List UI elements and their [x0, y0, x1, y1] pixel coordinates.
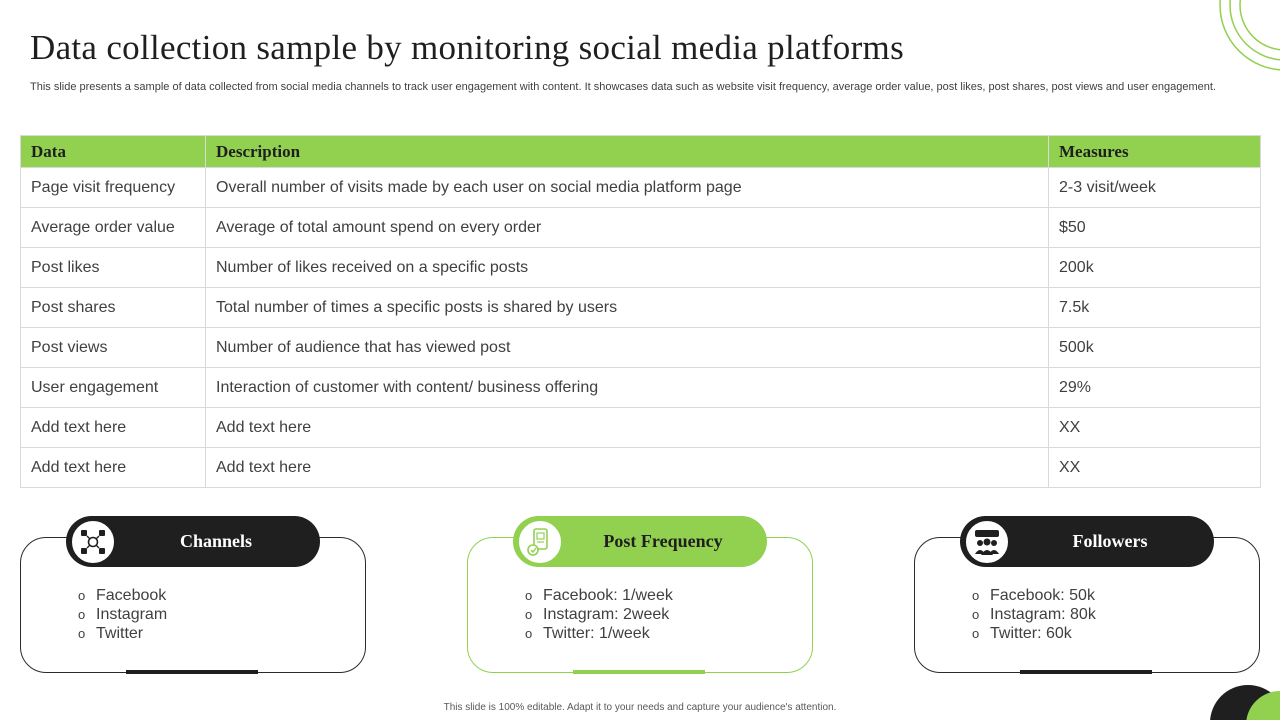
table-row — [21, 248, 1261, 288]
channels-list — [78, 586, 167, 643]
table-cell-data: Page visit frequency — [21, 168, 206, 208]
table-cell-data: Post shares — [21, 288, 206, 328]
list-item — [525, 624, 673, 643]
table-header-row — [21, 136, 1261, 168]
table-cell-measure: XX — [1049, 448, 1261, 488]
table-cell-description: Number of audience that has viewed post — [206, 328, 1049, 368]
channels-card — [20, 516, 368, 676]
table-cell-measure: 2-3 visit/week — [1049, 168, 1261, 208]
list-item — [972, 624, 1096, 643]
table-cell-data: User engagement — [21, 368, 206, 408]
footer-note: This slide is 100% editable. Adapt it to your needs and capture your audience's attention. — [443, 702, 837, 713]
table-row — [21, 208, 1261, 248]
column-header-description: Description — [206, 136, 1049, 168]
bullet-glyph: o — [525, 607, 533, 622]
bullet-glyph: o — [78, 588, 86, 603]
column-header-measures: Measures — [1049, 136, 1261, 168]
list-item — [525, 586, 673, 605]
followers-list — [972, 586, 1096, 643]
page-title: Data collection sample by monitoring social media platforms — [30, 28, 905, 67]
bullet-glyph: o — [78, 607, 86, 622]
list-item-text: Facebook: 50k — [990, 587, 1095, 604]
post-frequency-list — [525, 586, 673, 643]
list-item-text: Facebook — [96, 587, 167, 604]
table-cell-measure: 7.5k — [1049, 288, 1261, 328]
table-cell-data: Post likes — [21, 248, 206, 288]
followers-card-title: Followers — [1072, 531, 1148, 551]
table-cell-description: Interaction of customer with content/ business offering — [206, 368, 1049, 408]
table-cell-description: Overall number of visits made by each user on social media platform page — [206, 168, 1049, 208]
followers-card-underline — [1020, 670, 1152, 674]
list-item — [525, 605, 673, 624]
column-header-data: Data — [21, 136, 206, 168]
list-item-text: Instagram: 80k — [990, 606, 1096, 623]
table-cell-data: Add text here — [21, 408, 206, 448]
table-cell-description: Add text here — [206, 408, 1049, 448]
channels-card-underline — [126, 670, 258, 674]
post-frequency-card-title: Post Frequency — [603, 531, 723, 551]
bullet-glyph: o — [972, 626, 980, 641]
table-row — [21, 168, 1261, 208]
post-frequency-card — [467, 516, 815, 676]
table-cell-description: Total number of times a specific posts is shared by users — [206, 288, 1049, 328]
list-item-text: Twitter: 1/week — [543, 625, 650, 642]
followers-group-icon — [964, 519, 1010, 565]
list-item-text: Twitter: 60k — [990, 625, 1072, 642]
bullet-glyph: o — [972, 607, 980, 622]
table-row — [21, 368, 1261, 408]
post-frequency-card-underline — [573, 670, 705, 674]
list-item-text: Instagram — [96, 606, 168, 623]
list-item-text: Instagram: 2week — [543, 606, 670, 623]
list-item — [972, 605, 1096, 624]
table-cell-data: Add text here — [21, 448, 206, 488]
list-item — [78, 624, 167, 643]
data-table — [20, 135, 1261, 488]
table-cell-data: Average order value — [21, 208, 206, 248]
channels-network-icon — [70, 519, 116, 565]
channels-card-title: Channels — [179, 531, 253, 551]
bullet-glyph: o — [972, 588, 980, 603]
decorative-circles-graphic — [1210, 0, 1280, 75]
table-cell-measure: 29% — [1049, 368, 1261, 408]
bullet-glyph: o — [78, 626, 86, 641]
table-row — [21, 448, 1261, 488]
table-cell-measure: XX — [1049, 408, 1261, 448]
mobile-post-icon — [517, 519, 563, 565]
table-cell-data: Post views — [21, 328, 206, 368]
followers-card — [914, 516, 1262, 676]
list-item — [972, 586, 1096, 605]
table-row — [21, 328, 1261, 368]
list-item-text: Twitter — [96, 625, 144, 642]
table-row — [21, 288, 1261, 328]
table-cell-measure: 500k — [1049, 328, 1261, 368]
table-cell-measure: $50 — [1049, 208, 1261, 248]
table-row — [21, 408, 1261, 448]
list-item-text: Facebook: 1/week — [543, 587, 673, 604]
list-item — [78, 586, 167, 605]
page-subtitle: This slide presents a sample of data collected from social media channels to track user engagement with content. It showcases data such as website visit frequency, average order value, post likes, post shares, post views and user engagement. — [30, 81, 1216, 93]
table-cell-description: Add text here — [206, 448, 1049, 488]
table-cell-description: Number of likes received on a specific posts — [206, 248, 1049, 288]
table-cell-measure: 200k — [1049, 248, 1261, 288]
list-item — [78, 605, 167, 624]
table-cell-description: Average of total amount spend on every order — [206, 208, 1049, 248]
bullet-glyph: o — [525, 588, 533, 603]
bullet-glyph: o — [525, 626, 533, 641]
